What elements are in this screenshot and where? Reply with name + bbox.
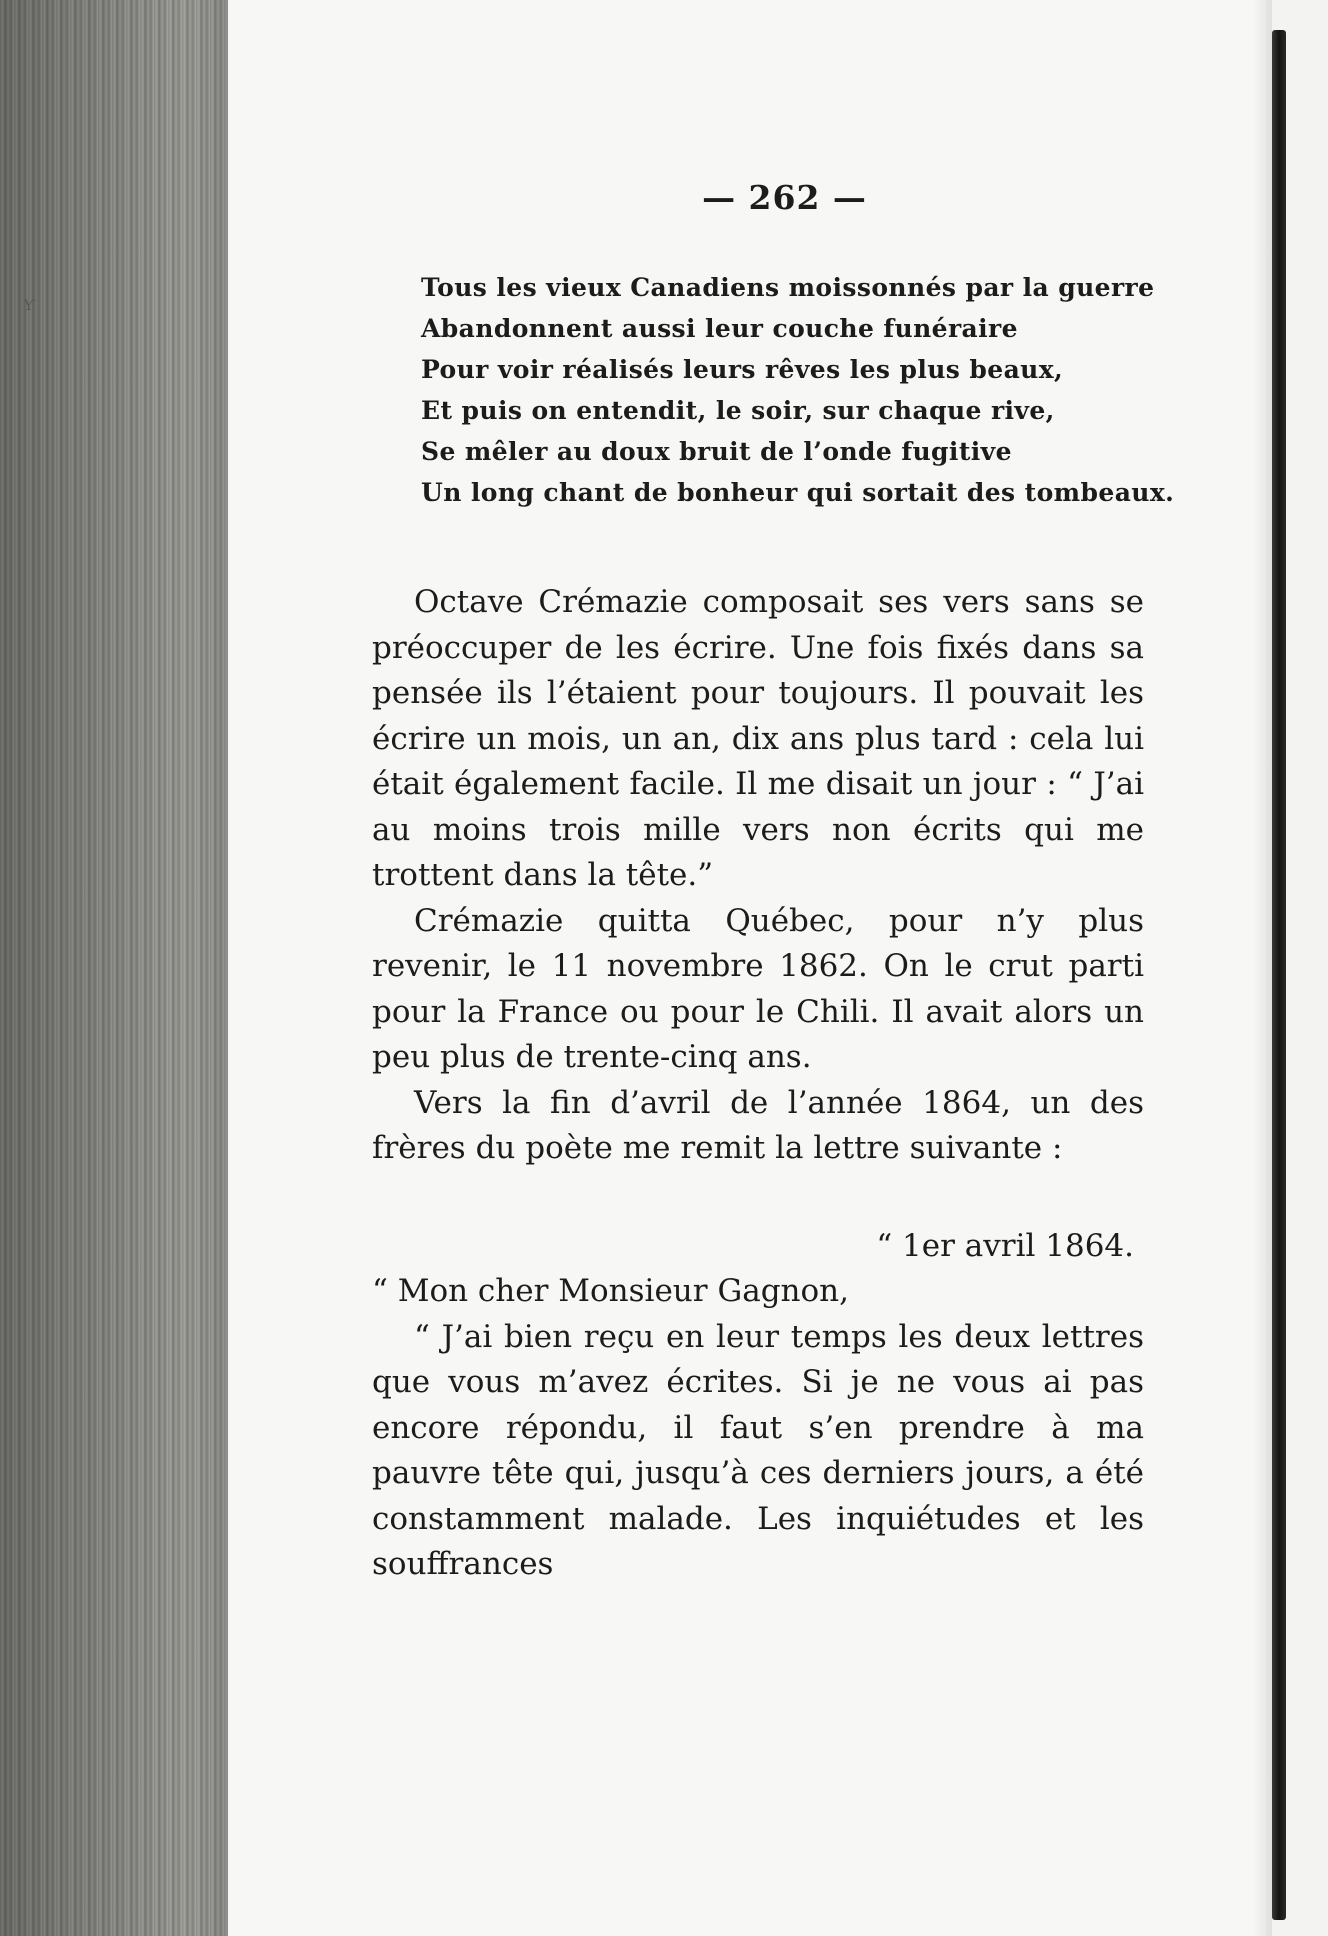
letter-salutation: “ Mon cher Monsieur Gagnon, — [372, 1273, 849, 1309]
verse-line: Se mêler au doux bruit de l’onde fugitive — [421, 437, 1012, 466]
book-page-edges — [0, 0, 228, 1936]
binding-edge — [1272, 30, 1286, 1920]
verse-stanza — [421, 267, 1175, 513]
letter-date: “ 1er avril 1864. — [876, 1227, 1134, 1264]
verse-line: Tous les vieux Canadiens moissonnés par la guerre — [421, 273, 1155, 302]
paragraph: Crémazie quitta Québec, pour n’y plus revenir, le 11 novembre 1862. On le crut parti pour la France ou pour le Chili. Il avait alors un peu plus de trente-cinq ans. — [372, 902, 1144, 1075]
verse-line: Et puis on entendit, le soir, sur chaque rive, — [421, 396, 1055, 425]
margin-mark: Ƴ — [24, 298, 35, 314]
page-number: — 262 — — [702, 178, 867, 217]
prose-body — [372, 580, 1144, 1588]
letter-body: “ J’ai bien reçu en leur temps les deux lettres que vous m’avez écrites. Si je ne vous ai pas encore répondu, il faut s’en prendre à ma pauvre tête qui, jusqu’à ces derniers jours, a été constamment malade. Les inquiétudes et les souffrances — [372, 1318, 1144, 1582]
book-page — [228, 0, 1266, 1936]
paragraph: Vers la fin d’avril de l’année 1864, un des frères du poète me remit la lettre suivante : — [372, 1084, 1144, 1166]
paragraph: Octave Crémazie composait ses vers sans se préoccuper de les écrire. Une fois fixés dans sa pensée ils l’étaient pour toujours. Il pouvait les écrire un mois, un an, dix ans plus tard : cela lui était également facile. Il me disait un jour : “ J’ai au moins trois mille vers non écrits qui me trottent dans la tête.” — [372, 584, 1144, 893]
verse-line: Pour voir réalisés leurs rêves les plus beaux, — [421, 355, 1064, 384]
verse-line: Abandonnent aussi leur couche funéraire — [421, 314, 1018, 343]
verse-line: Un long chant de bonheur qui sortait des tombeaux. — [421, 478, 1175, 507]
